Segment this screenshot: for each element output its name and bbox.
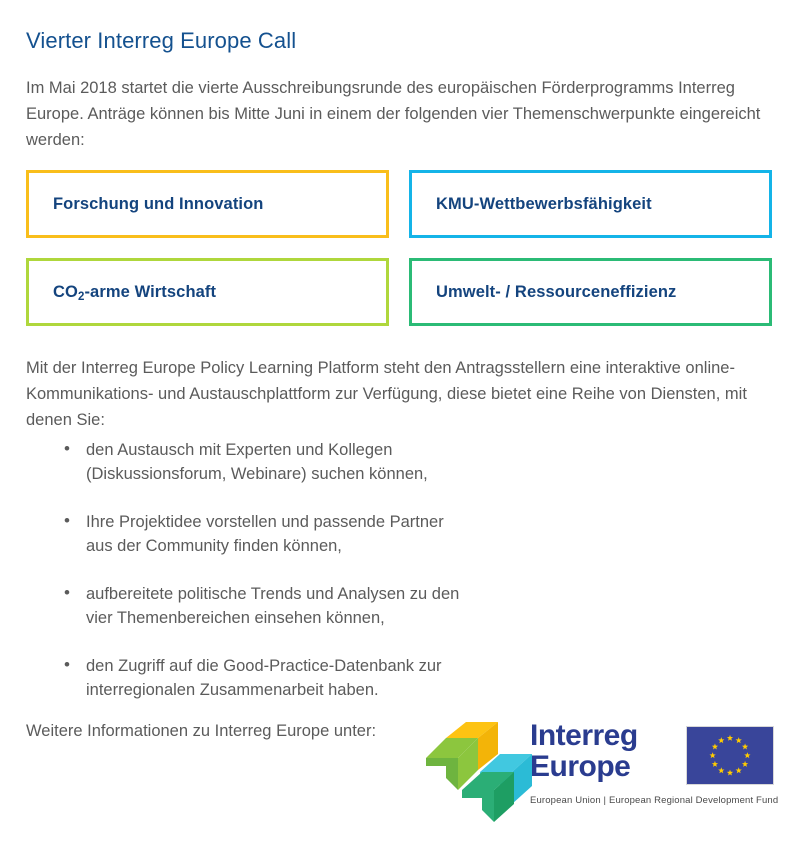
theme-box-co2-arme-wirtschaft[interactable] (26, 258, 389, 326)
interreg-europe-wordmark (530, 720, 700, 788)
theme-label-post: -arme Wirtschaft (84, 282, 217, 301)
page-title: Vierter Interreg Europe Call (26, 28, 297, 53)
theme-box-grid (26, 170, 772, 326)
european-union-flag-icon (686, 726, 774, 785)
theme-box-label (53, 195, 263, 214)
list-item-line2: vier Themenbereichen einsehen können, (86, 609, 385, 627)
theme-box-label (53, 283, 216, 302)
interreg-arrows-icon (424, 720, 532, 824)
wordmark-line-interreg: Interreg (530, 719, 638, 752)
list-item-line2: (Diskussionsforum, Webinare) suchen können, (86, 465, 428, 483)
intro-paragraph: Im Mai 2018 startet die vierte Ausschreibungsrunde des europäischen Förderprogramms Interreg Europe. Anträge können bis Mitte Juni in einem der folgenden vier Themenschwerpunkte eingereicht werden: (26, 79, 761, 149)
wordmark-line-europe: Europe (530, 750, 631, 783)
list-item-line1: • den Austausch mit Experten und Kollegen (86, 441, 393, 459)
list-item (64, 438, 624, 486)
theme-box-umwelt-ressourceneffizienz[interactable] (409, 258, 772, 326)
list-item (64, 510, 624, 558)
list-item (64, 582, 624, 630)
theme-label-sub: 2 (77, 290, 85, 303)
theme-box-forschung-und-innovation[interactable] (26, 170, 389, 238)
list-item-line2: aus der Community finden können, (86, 537, 342, 555)
logo-tagline: European Union | European Regional Development Fund (530, 795, 779, 806)
list-item-line1: • aufbereitete politische Trends und Analysen zu den (86, 585, 460, 603)
theme-label-pre: CO (53, 282, 78, 301)
footer-paragraph: Weitere Informationen zu Interreg Europe unter: (26, 722, 377, 740)
theme-label-pre: Forschung und Innovation (53, 194, 264, 213)
list-item (64, 654, 624, 702)
list-item-line2: interregionalen Zusammenarbeit haben. (86, 681, 379, 699)
theme-label-pre: KMU-Wettbewerbsfähigkeit (436, 194, 652, 213)
theme-label-pre: Umwelt- / Ressourceneffizienz (436, 282, 677, 301)
interreg-europe-logo (424, 716, 780, 826)
list-item-line1: • Ihre Projektidee vorstellen und passende Partner (86, 513, 444, 531)
services-list (64, 438, 624, 726)
theme-box-label (436, 195, 652, 214)
theme-box-label (436, 283, 676, 302)
platform-paragraph: Mit der Interreg Europe Policy Learning Platform steht den Antragsstellern eine interaktive online-Kommunikations- und Austauschplattform zur Verfügung, diese bietet eine Reihe von Diensten, mit denen Sie: (26, 359, 747, 429)
theme-box-kmu-wettbewerbsfaehigkeit[interactable] (409, 170, 772, 238)
list-item-line1: • den Zugriff auf die Good-Practice-Datenbank zur (86, 657, 442, 675)
